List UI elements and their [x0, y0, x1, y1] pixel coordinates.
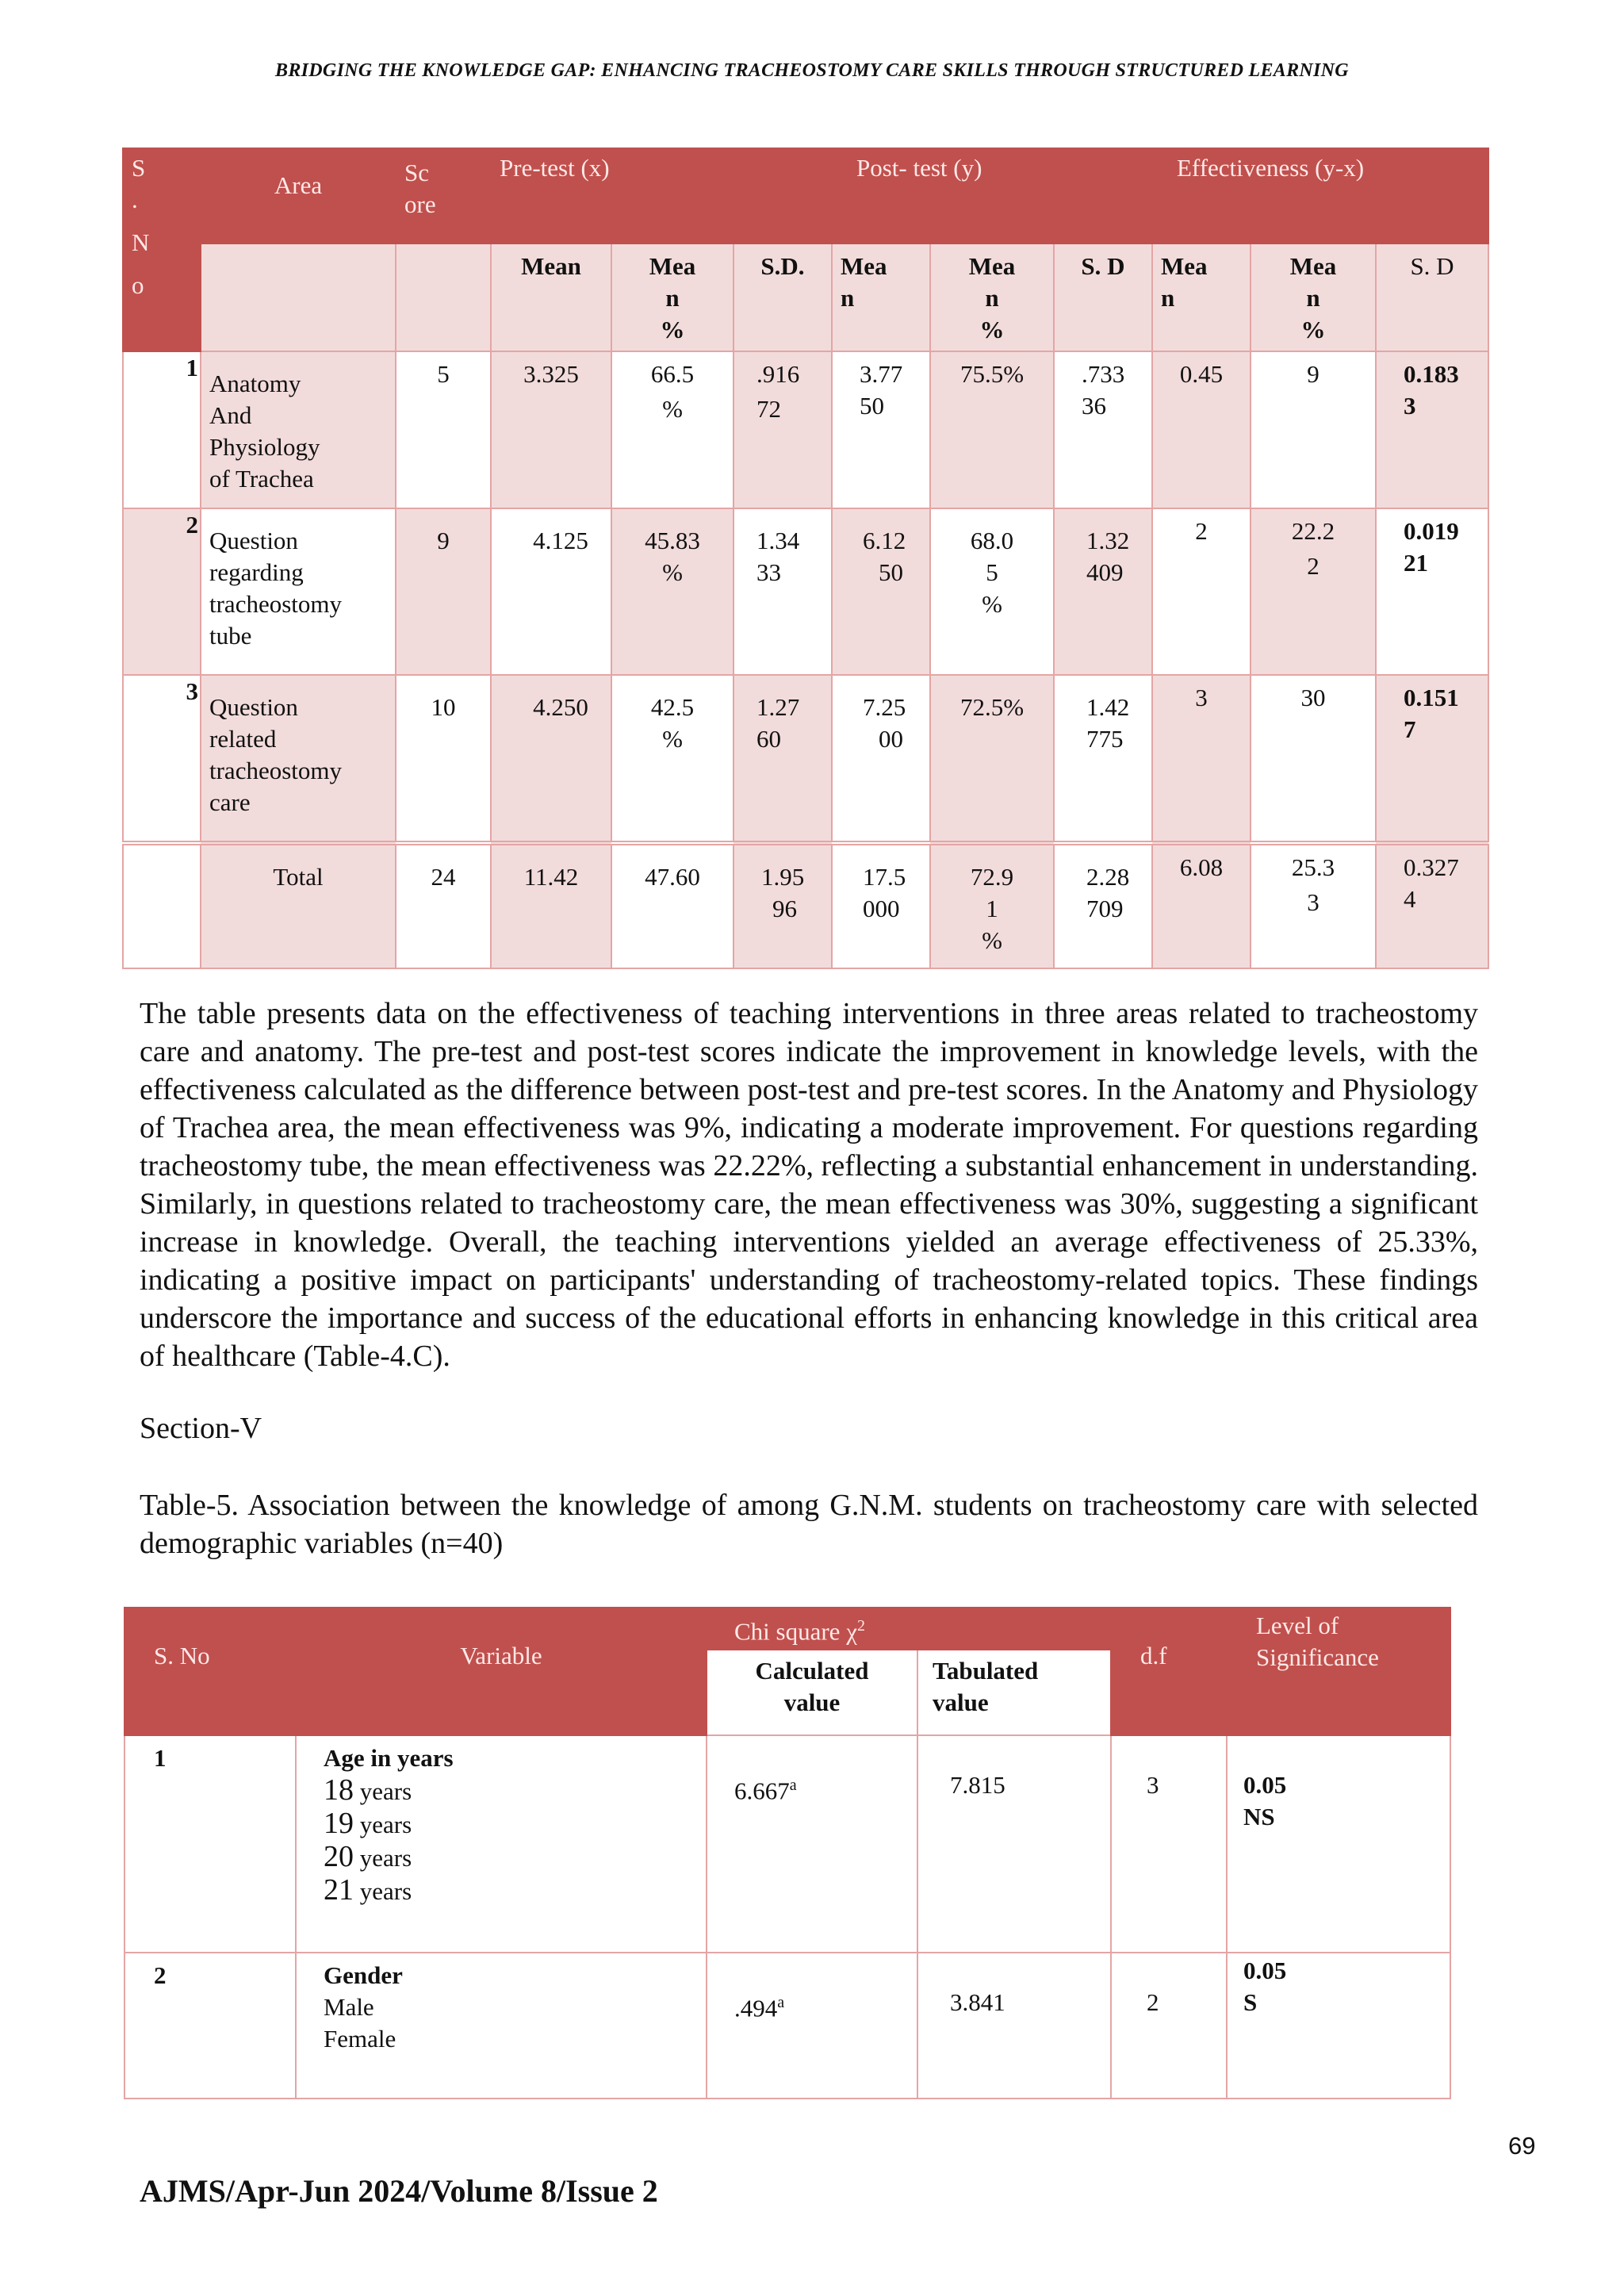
association-table [124, 1607, 1451, 2099]
t5-row-sno: 2 [124, 1953, 296, 2099]
row-area: Question regarding tracheostomy tube [201, 508, 396, 675]
header-area-blank [201, 243, 396, 351]
body-paragraph: The table presents data on the effectiveness of teaching interventions in three areas related to tracheostomy care and anatomy. The pre-test and post-test scores indicate the improvement in knowledge levels, with the effectiveness calculated as the difference between post-test and pre-test scores. In the Anatomy and Physiology of Trachea area, the mean effectiveness was 9%, indicating a moderate improvement. For questions regarding tracheostomy tube, the mean effectiveness was 22.22%, reflecting a substantial enhancement in understanding. Similarly, in questions related to tracheostomy care, the mean effectiveness was 30%, suggesting a significant increase in knowledge. Overall, the teaching interventions yielded an average effectiveness of 25.33%, indicating a positive impact on participants' understanding of tracheostomy-related topics. These findings underscore the importance and success of the educational efforts in enhancing knowledge in this critical area of healthcare (Table-4.C). [140, 997, 1478, 1373]
header-effectiveness: Effectiveness (y-x) [1152, 148, 1488, 243]
row-eff-sd: 0.019 21 [1376, 508, 1488, 675]
row-pre-mean: 4.250 [491, 675, 611, 843]
row-sno: 1 [123, 351, 201, 508]
t5-row-calculated: 6.667$^a$ [707, 1735, 917, 1953]
t5-header-df: d.f [1111, 1608, 1227, 1735]
row-eff-mean-pct: 9 [1251, 351, 1376, 508]
row-pre-sd: 1.34 33 [733, 508, 832, 675]
t5-header-calculated: Calculated value [707, 1650, 917, 1735]
header-pretest: Pre-test (x) [491, 148, 832, 243]
t5-row-tabulated: 3.841 [917, 1953, 1111, 2099]
header-sno: S . N o [123, 148, 201, 351]
row-post-mean: 6.12 50 [832, 508, 930, 675]
row-eff-sd: 0.183 3 [1376, 351, 1488, 508]
row-pre-mean-pct: 42.5 % [611, 675, 733, 843]
total-score: 24 [396, 843, 491, 968]
section-heading: Section-V [140, 1412, 262, 1445]
header-eff-mean: Mea n [1152, 243, 1251, 351]
total-eff-mean: 6.08 [1152, 843, 1251, 968]
header-area: Area [201, 148, 396, 243]
header-score: Sc ore [396, 148, 491, 243]
header-post-sd: S. D [1054, 243, 1152, 351]
row-post-mean-pct: 72.5% [930, 675, 1054, 843]
total-pre-mean: 11.42 [491, 843, 611, 968]
table-row-total [123, 843, 1488, 968]
row-eff-mean: 0.45 [1152, 351, 1251, 508]
header-pre-mean: Mean [491, 243, 611, 351]
total-eff-mean-pct: 25.3 3 [1251, 843, 1376, 968]
row-post-mean-pct: 68.0 5 % [930, 508, 1054, 675]
header-pre-sd: S.D. [733, 243, 832, 351]
row-pre-mean: 4.125 [491, 508, 611, 675]
t5-header-sno: S. No [124, 1608, 296, 1735]
row-post-sd: 1.32 409 [1054, 508, 1152, 675]
t5-row-variable: Gender Male Female [296, 1953, 707, 2099]
t5-row-df: 3 [1111, 1735, 1227, 1953]
row-eff-sd: 0.151 7 [1376, 675, 1488, 843]
total-post-mean-pct: 72.9 1 % [930, 843, 1054, 968]
header-eff-mean-pct: Mea n % [1251, 243, 1376, 351]
header-posttest: Post- test (y) [832, 148, 1152, 243]
table-caption: Table-5. Association between the knowledge of among G.N.M. students on tracheostomy care with selected demographic variables (n=40) [140, 1489, 1478, 1560]
row-pre-mean: 3.325 [491, 351, 611, 508]
row-score: 5 [396, 351, 491, 508]
total-label: Total [201, 843, 396, 968]
t5-header-chi-square: Chi square $\chi^2$ [707, 1608, 1111, 1650]
row-pre-sd: .916 72 [733, 351, 832, 508]
journal-footer: AJMS/Apr-Jun 2024/Volume 8/Issue 2 [140, 2173, 658, 2209]
header-post-mean: Mea n [832, 243, 930, 351]
row-eff-mean: 3 [1152, 675, 1251, 843]
row-post-sd: 1.42 775 [1054, 675, 1152, 843]
total-eff-sd: 0.327 4 [1376, 843, 1488, 968]
effectiveness-table [122, 148, 1489, 969]
row-area: Question related tracheostomy care [201, 675, 396, 843]
t5-row-calculated: .494$^a$ [707, 1953, 917, 2099]
t5-row-level: 0.05 S [1227, 1953, 1450, 2099]
table-row [123, 508, 1488, 675]
t5-row-variable: Age in years 18 years 19 years 20 years 21 years [296, 1735, 707, 1953]
table-row [123, 675, 1488, 843]
chi-symbol: χ [846, 1617, 857, 1646]
header-pre-mean-pct: Mea n % [611, 243, 733, 351]
t5-row-tabulated: 7.815 [917, 1735, 1111, 1953]
row-sno: 2 [123, 508, 201, 675]
row-post-mean-pct: 75.5% [930, 351, 1054, 508]
row-sno: 3 [123, 675, 201, 843]
row-eff-mean-pct: 30 [1251, 675, 1376, 843]
t5-header-level: Level of Significance [1227, 1608, 1450, 1735]
row-post-mean: 7.25 00 [832, 675, 930, 843]
row-area: Anatomy And Physiology of Trachea [201, 351, 396, 508]
total-post-mean: 17.5 000 [832, 843, 930, 968]
row-pre-sd: 1.27 60 [733, 675, 832, 843]
t5-header-tabulated: Tabulated value [917, 1650, 1111, 1735]
header-post-mean-pct: Mea n % [930, 243, 1054, 351]
row-pre-mean-pct: 45.83 % [611, 508, 733, 675]
row-eff-mean: 2 [1152, 508, 1251, 675]
header-eff-sd: S. D [1376, 243, 1488, 351]
table-row [124, 1953, 1450, 2099]
header-score-blank [396, 243, 491, 351]
table-row [124, 1735, 1450, 1953]
table-row [123, 351, 1488, 508]
row-eff-mean-pct: 22.2 2 [1251, 508, 1376, 675]
t5-row-sno: 1 [124, 1735, 296, 1953]
total-post-sd: 2.28 709 [1054, 843, 1152, 968]
t5-row-level: 0.05 NS [1227, 1735, 1450, 1953]
total-pre-mean-pct: 47.60 [611, 843, 733, 968]
page-number: 69 [1508, 2132, 1536, 2160]
total-pre-sd: 1.95 96 [733, 843, 832, 968]
row-post-mean: 3.77 50 [832, 351, 930, 508]
total-sno-blank [123, 843, 201, 968]
t5-row-df: 2 [1111, 1953, 1227, 2099]
row-score: 10 [396, 675, 491, 843]
running-head: BRIDGING THE KNOWLEDGE GAP: ENHANCING TRACHEOSTOMY CARE SKILLS THROUGH STRUCTURED LEARNING [275, 60, 1349, 81]
row-post-sd: .733 36 [1054, 351, 1152, 508]
row-score: 9 [396, 508, 491, 675]
row-pre-mean-pct: 66.5 % [611, 351, 733, 508]
t5-header-variable: Variable [296, 1608, 707, 1735]
